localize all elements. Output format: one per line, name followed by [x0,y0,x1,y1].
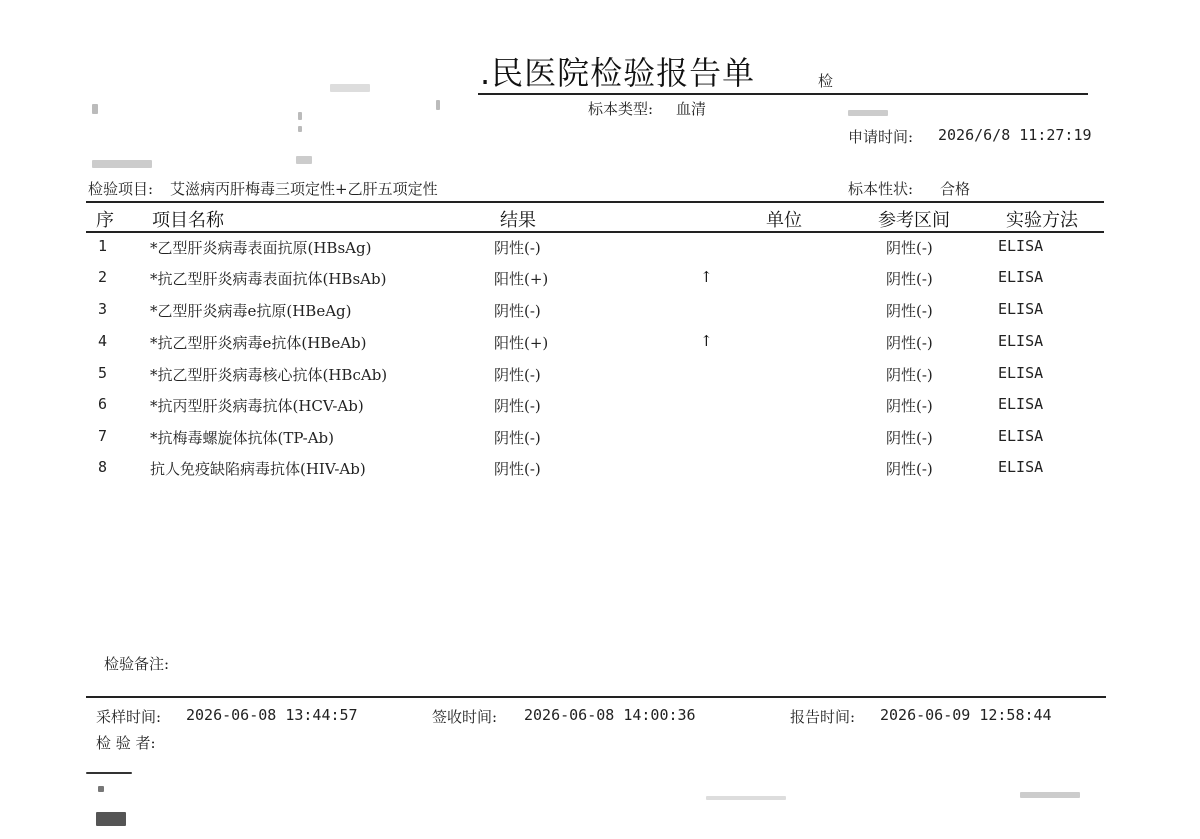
row-result: 阳性(+) [494,270,549,288]
redaction-mark [296,156,312,164]
row-no: 4 [98,332,108,350]
row-method: ELISA [998,364,1044,382]
specimen-state-label: 标本性状: [848,180,914,198]
row-method: ELISA [998,427,1044,445]
cutoff-mark [1020,792,1080,798]
row-result: 阴性(-) [494,302,541,320]
col-header-unit: 单位 [766,210,802,231]
row-no: 7 [98,427,108,445]
redaction-mark [298,112,302,120]
receipt-time-value: 2026-06-08 14:00:36 [524,706,696,724]
table-row [0,332,1200,362]
row-method: ELISA [998,332,1044,350]
report-title: .民医院检验报告单 [480,54,756,92]
sampling-time-value: 2026-06-08 13:44:57 [186,706,358,724]
row-ref: 阴性(-) [886,239,933,257]
col-header-ref: 参考区间 [878,210,950,231]
redaction-mark [436,100,440,110]
row-ref: 阴性(-) [886,366,933,384]
row-no: 2 [98,268,108,286]
test-item-value: 艾滋病丙肝梅毒三项定性+乙肝五项定性 [170,180,438,198]
redaction-mark [298,126,302,132]
redaction-mark [330,84,370,92]
table-row [0,427,1200,457]
row-result: 阴性(-) [494,397,541,415]
row-item-name: *抗乙型肝炎病毒核心抗体(HBcAb) [150,366,388,384]
row-item-name: *抗乙型肝炎病毒表面抗体(HBsAb) [150,270,387,288]
row-ref: 阴性(-) [886,429,933,447]
cutoff-mark [86,772,132,774]
col-header-method: 实验方法 [1006,210,1078,231]
row-result: 阳性(+) [494,334,549,352]
row-no: 8 [98,458,108,476]
table-header-rule [86,231,1104,233]
row-method: ELISA [998,395,1044,413]
inspector-label: 检 验 者: [96,734,156,752]
remarks-label: 检验备注: [104,655,170,673]
request-time-label: 申请时间: [848,128,914,146]
receipt-time-label: 签收时间: [432,708,498,726]
table-row [0,237,1200,267]
specimen-state-value: 合格 [940,180,971,198]
table-row [0,268,1200,298]
redaction-mark [92,104,98,114]
redaction-mark [92,160,152,168]
row-flag-up-arrow-icon: ↑ [700,332,713,350]
row-result: 阴性(-) [494,239,541,257]
table-row [0,458,1200,488]
table-row [0,300,1200,330]
cutoff-mark [98,786,104,792]
row-item-name: 抗人免疫缺陷病毒抗体(HIV-Ab) [150,460,366,478]
report-time-label: 报告时间: [790,708,856,726]
row-item-name: *抗丙型肝炎病毒抗体(HCV-Ab) [150,397,364,415]
table-row [0,395,1200,425]
col-header-result: 结果 [500,210,536,231]
request-time-value: 2026/6/8 11:27:19 [938,126,1092,144]
test-item-label: 检验项目: [88,180,154,198]
row-result: 阴性(-) [494,366,541,384]
row-ref: 阴性(-) [886,460,933,478]
specimen-type-value: 血清 [676,100,707,118]
row-ref: 阴性(-) [886,397,933,415]
row-no: 6 [98,395,108,413]
row-item-name: *抗乙型肝炎病毒e抗体(HBeAb) [150,334,367,352]
cutoff-mark [706,796,786,800]
table-row [0,364,1200,394]
row-no: 5 [98,364,108,382]
row-method: ELISA [998,237,1044,255]
row-method: ELISA [998,458,1044,476]
sampling-time-label: 采样时间: [96,708,162,726]
report-title-tail: 检 [818,72,834,90]
row-ref: 阴性(-) [886,334,933,352]
row-no: 1 [98,237,108,255]
redaction-mark [848,110,888,116]
col-header-name: 项目名称 [152,210,224,231]
row-item-name: *乙型肝炎病毒e抗原(HBeAg) [150,302,352,320]
row-ref: 阴性(-) [886,302,933,320]
specimen-type-label: 标本类型: [588,100,654,118]
row-item-name: *抗梅毒螺旋体抗体(TP-Ab) [150,429,334,447]
row-ref: 阴性(-) [886,270,933,288]
footer-rule [86,696,1106,698]
row-method: ELISA [998,268,1044,286]
col-header-no: 序 [96,210,114,231]
cutoff-mark [96,812,126,826]
row-flag-up-arrow-icon: ↑ [700,268,713,286]
report-time-value: 2026-06-09 12:58:44 [880,706,1052,724]
title-underline [478,93,1088,95]
row-result: 阴性(-) [494,429,541,447]
row-item-name: *乙型肝炎病毒表面抗原(HBsAg) [150,239,372,257]
row-no: 3 [98,300,108,318]
row-method: ELISA [998,300,1044,318]
table-top-rule [86,201,1104,203]
row-result: 阴性(-) [494,460,541,478]
